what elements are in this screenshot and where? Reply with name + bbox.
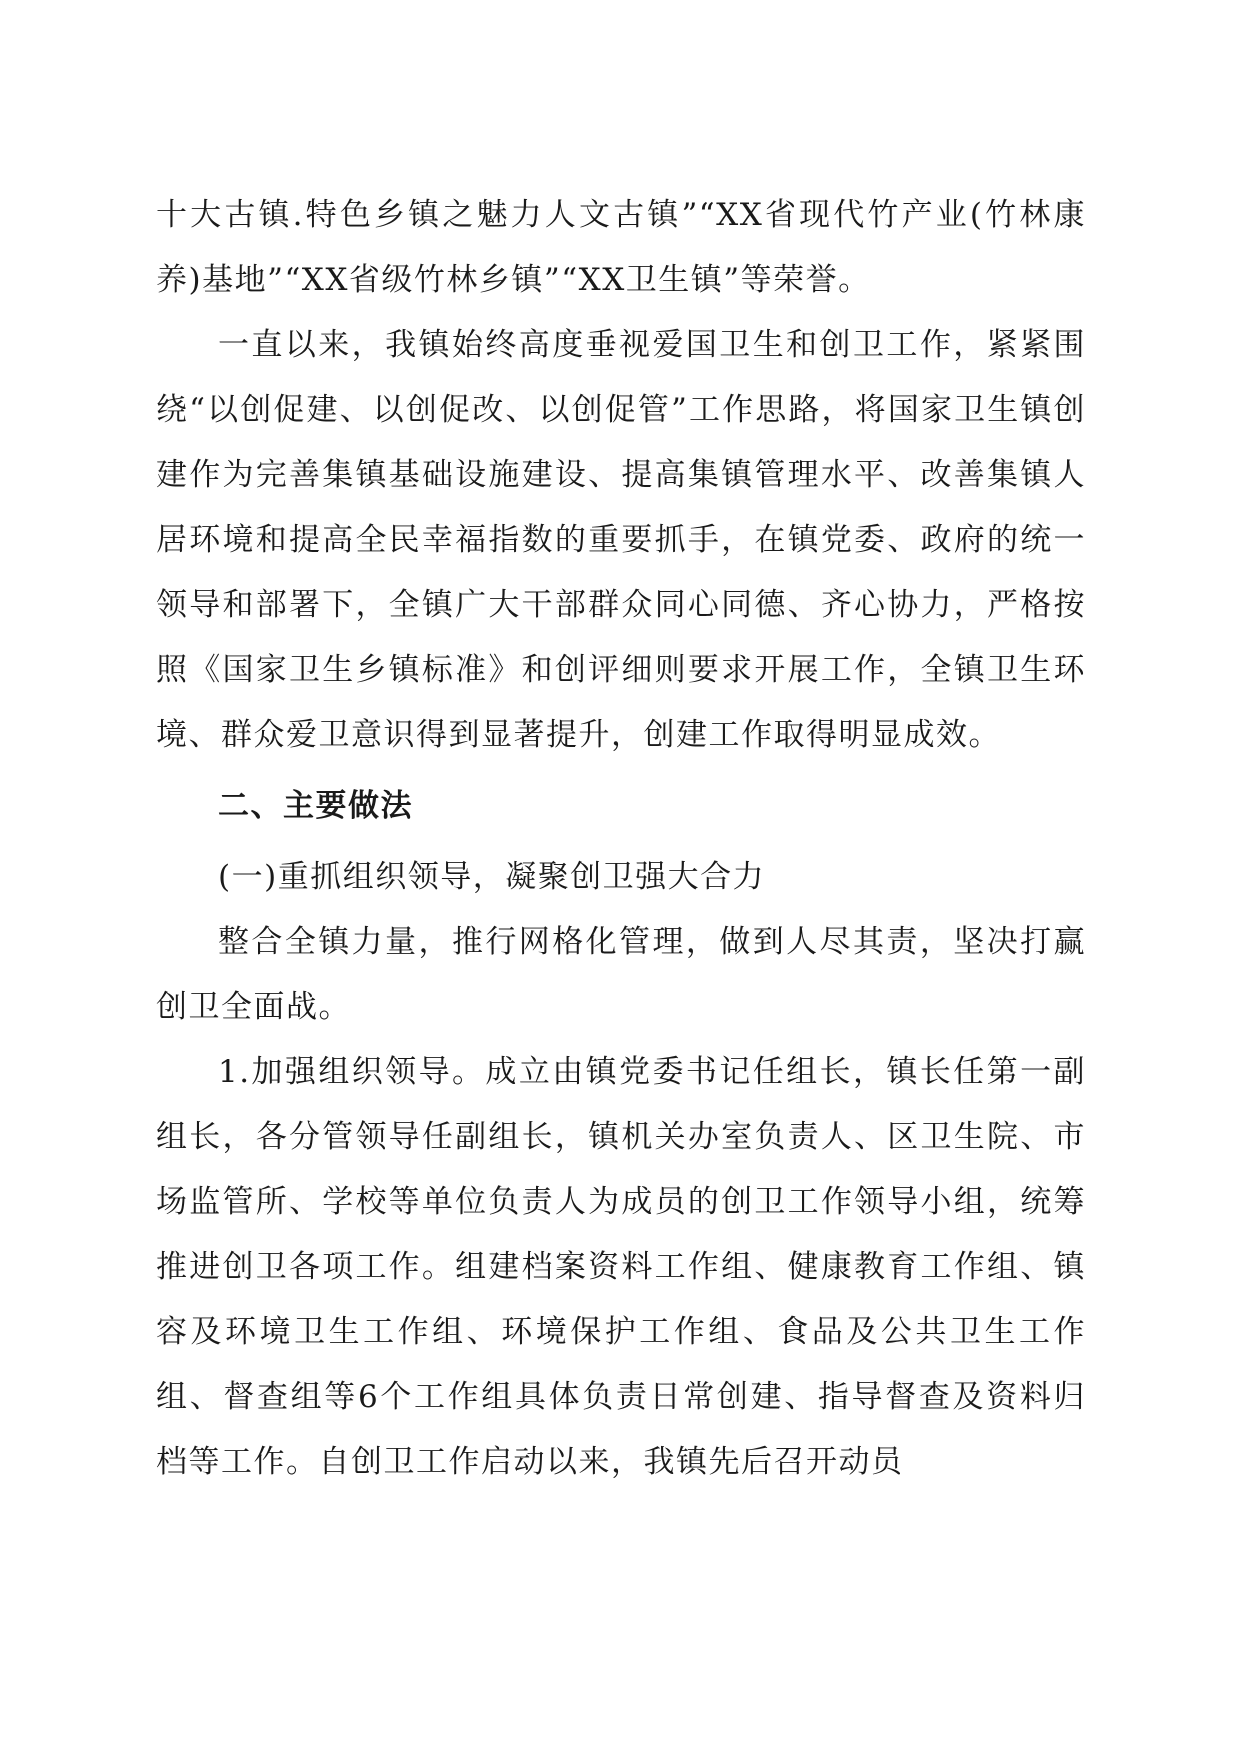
paragraph-item-1: 1.加强组织领导。成立由镇党委书记任组长，镇长任第一副组长，各分管领导任副组长，镇机关办室负责人、区卫生院、市场监管所、学校等单位负责人为成员的创卫工作领导小组，统筹推进创卫各项工作。组建档案资料工作组、健康教育工作组、镇容及环境卫生工作组、环境保护工作组、食品及公共卫生工作组、督查组等6个工作组具体负责日常创建、指导督查及资料归档等工作。自创卫工作启动以来，我镇先后召开动员: [156, 1054, 1086, 1480]
document-body: [156, 183, 1086, 1495]
section-heading: 二、主要做法: [218, 788, 413, 824]
subsection-heading: (一)重抓组织领导，凝聚创卫强大合力: [218, 859, 766, 895]
paragraph-intro-continuation: 十大古镇.特色乡镇之魅力人文古镇”“XX省现代竹产业(竹林康养)基地”“XX省级竹林乡镇”“XX卫生镇”等荣誉。: [156, 197, 1086, 298]
paragraph-overview: 一直以来，我镇始终高度垂视爱国卫生和创卫工作，紧紧围绕“以创促建、以创促改、以创促管”工作思路，将国家卫生镇创建作为完善集镇基础设施建设、提高集镇管理水平、改善集镇人居环境和提高全民幸福指数的重要抓手，在镇党委、政府的统一领导和部署下，全镇广大干部群众同心同德、齐心协力，严格按照《国家卫生乡镇标准》和创评细则要求开展工作，全镇卫生环境、群众爱卫意识得到显著提升，创建工作取得明显成效。: [156, 327, 1086, 753]
paragraph-integration: 整合全镇力量，推行网格化管理，做到人尽其责，坚决打赢创卫全面战。: [156, 924, 1086, 1025]
